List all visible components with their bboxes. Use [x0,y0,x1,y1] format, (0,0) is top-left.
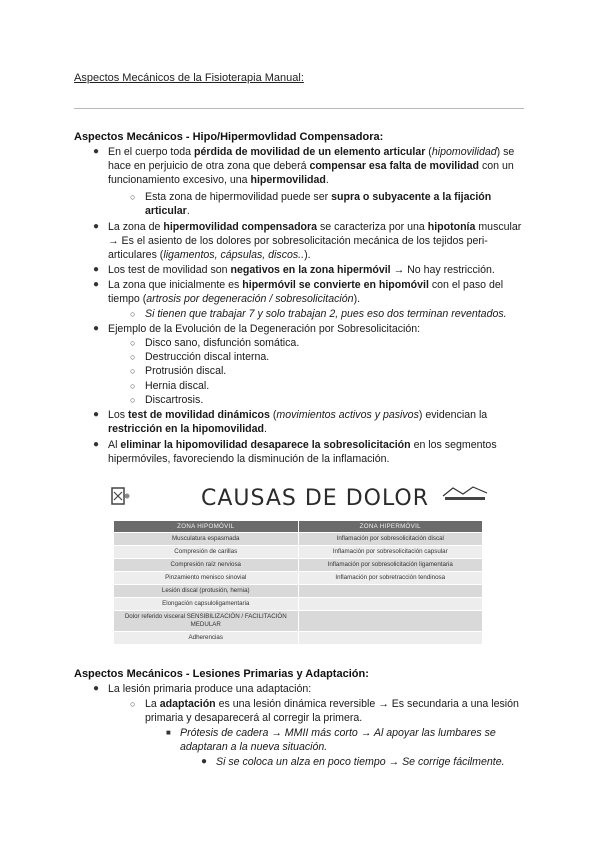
table-cell: Dolor referido visceral SENSIBILIZACIÓN / FACILITACIÓN MEDULAR [114,611,299,632]
bullet-dot-icon: ● [93,439,100,450]
table-cell: Inflamación por sobresolicitación discal [298,533,483,546]
document-title: Aspectos Mecánicos de la Fisioterapia Manual: [74,72,304,84]
causas-de-dolor-figure [105,478,525,646]
table-cell [298,632,483,645]
figure-title: CAUSAS DE DOLOR [200,486,430,511]
list-item: En el cuerpo toda pérdida de movilidad de un elemento articular (hipomovilidad) se hace en perjuicio de otra zona que deberá compensar esa falta de movilidad con un funcionamiento excesivo, una hipermovilidad. [108,146,515,187]
table-row [114,611,483,632]
bullet-dot-icon: ● [93,409,100,420]
bullet-dot-icon: ● [93,264,100,275]
list-item: Prótesis de cadera → MMII más corto → Al apoyar las lumbares se adaptaran a la nueva situación. [180,727,496,754]
list-item: La adaptación es una lesión dinámica reversible → Es secundaria a una lesión primaria y desaparecerá al corregir la primera. [145,698,519,725]
table-row [114,585,483,598]
list-item: Esta zona de hipermovilidad puede ser supra o subyacente a la fijación articular. [145,191,492,218]
bullet-dot-icon: ● [93,221,100,232]
list-item: Destrucción discal interna. [145,351,270,363]
list-item: Hernia discal. [145,380,210,392]
table-cell: Compresión raíz nerviosa [114,559,299,572]
column-header-hipermovil: ZONA HIPERMÓVIL [298,521,483,533]
table-cell: Inflamación por sobresolicitación capsular [298,546,483,559]
bullet-circle-icon: ○ [130,395,136,405]
list-item: La zona de hipermovilidad compensadora se caracteriza por una hipotonía muscular → Es el asiento de los dolores por sobresolicitación mecánica de los tejidos peri-articulares (ligamentos, cápsulas, discos..). [108,221,522,262]
list-item: La zona que inicialmente es hipermóvil se convierte en hipomóvil con el paso del tiempo (artrosis por degeneración / sobresolicitación). [108,279,504,306]
bullet-circle-icon: ○ [130,352,136,362]
bullet-circle-icon: ○ [130,192,136,202]
table-cell [298,611,483,632]
horizontal-rule [74,108,524,109]
list-item: Ejemplo de la Evolución de la Degeneración por Sobresolicitación: [108,323,421,335]
list-item: Los test de movilidad dinámicos (movimientos activos y pasivos) evidencian la restricción en la hipomovilidad. [108,409,488,436]
table-row [114,572,483,585]
table-row [114,632,483,645]
table-cell: Inflamación por sobretracción tendinosa [298,572,483,585]
list-item: Disco sano, disfunción somática. [145,337,300,349]
table-cell: Pinzamiento menisco sinovial [114,572,299,585]
column-header-hipomovil: ZONA HIPOMÓVIL [114,521,299,533]
list-item: Si se coloca un alza en poco tiempo → Se corrige fácilmente. [216,756,505,768]
list-item: Si tienen que trabajar 7 y solo trabajan 2, pues eso dos terminan reventados. [145,308,507,320]
table-cell: Lesión discal (protusión, hernia) [114,585,299,598]
section-heading-hipermovilidad: Aspectos Mecánicos - Hipo/Hipermovlidad Compensadora: [74,131,384,143]
table-cell [298,585,483,598]
bullet-square-icon: ■ [166,728,171,737]
table-cell: Compresión de carillas [114,546,299,559]
bullet-dot-icon: ● [93,146,100,157]
table-row [114,559,483,572]
list-item: Al eliminar la hipomovilidad desaparece la sobresolicitación en los segmentos hipermóviles, favoreciendo la disminución de la inflamación. [108,439,497,466]
table-cell: Adherencias [114,632,299,645]
bullet-circle-icon: ○ [130,338,136,348]
bullet-circle-icon: ○ [130,366,136,376]
causes-table [113,520,483,645]
section-heading-lesiones: Aspectos Mecánicos - Lesiones Primarias y Adaptación: [74,668,369,680]
bullet-dot-icon: ● [201,756,208,767]
list-item: Protrusión discal. [145,365,227,377]
list-item: Discartrosis. [145,394,204,406]
list-item: Los test de movilidad son negativos en la zona hipermóvil → No hay restricción. [108,264,495,276]
bullet-circle-icon: ○ [130,381,136,391]
table-row [114,598,483,611]
table-cell: Musculatura espasmada [114,533,299,546]
bullet-dot-icon: ● [93,683,100,694]
bullet-circle-icon: ○ [130,699,136,709]
bullet-circle-icon: ○ [130,309,136,319]
table-cell [298,598,483,611]
table-cell: Inflamación por sobresolicitación ligamentaria [298,559,483,572]
table-cell: Elongación capsuloligamentaria [114,598,299,611]
table-row [114,546,483,559]
table-row [114,533,483,546]
bullet-dot-icon: ● [93,279,100,290]
list-item: La lesión primaria produce una adaptación: [108,683,312,695]
bullet-dot-icon: ● [93,323,100,334]
